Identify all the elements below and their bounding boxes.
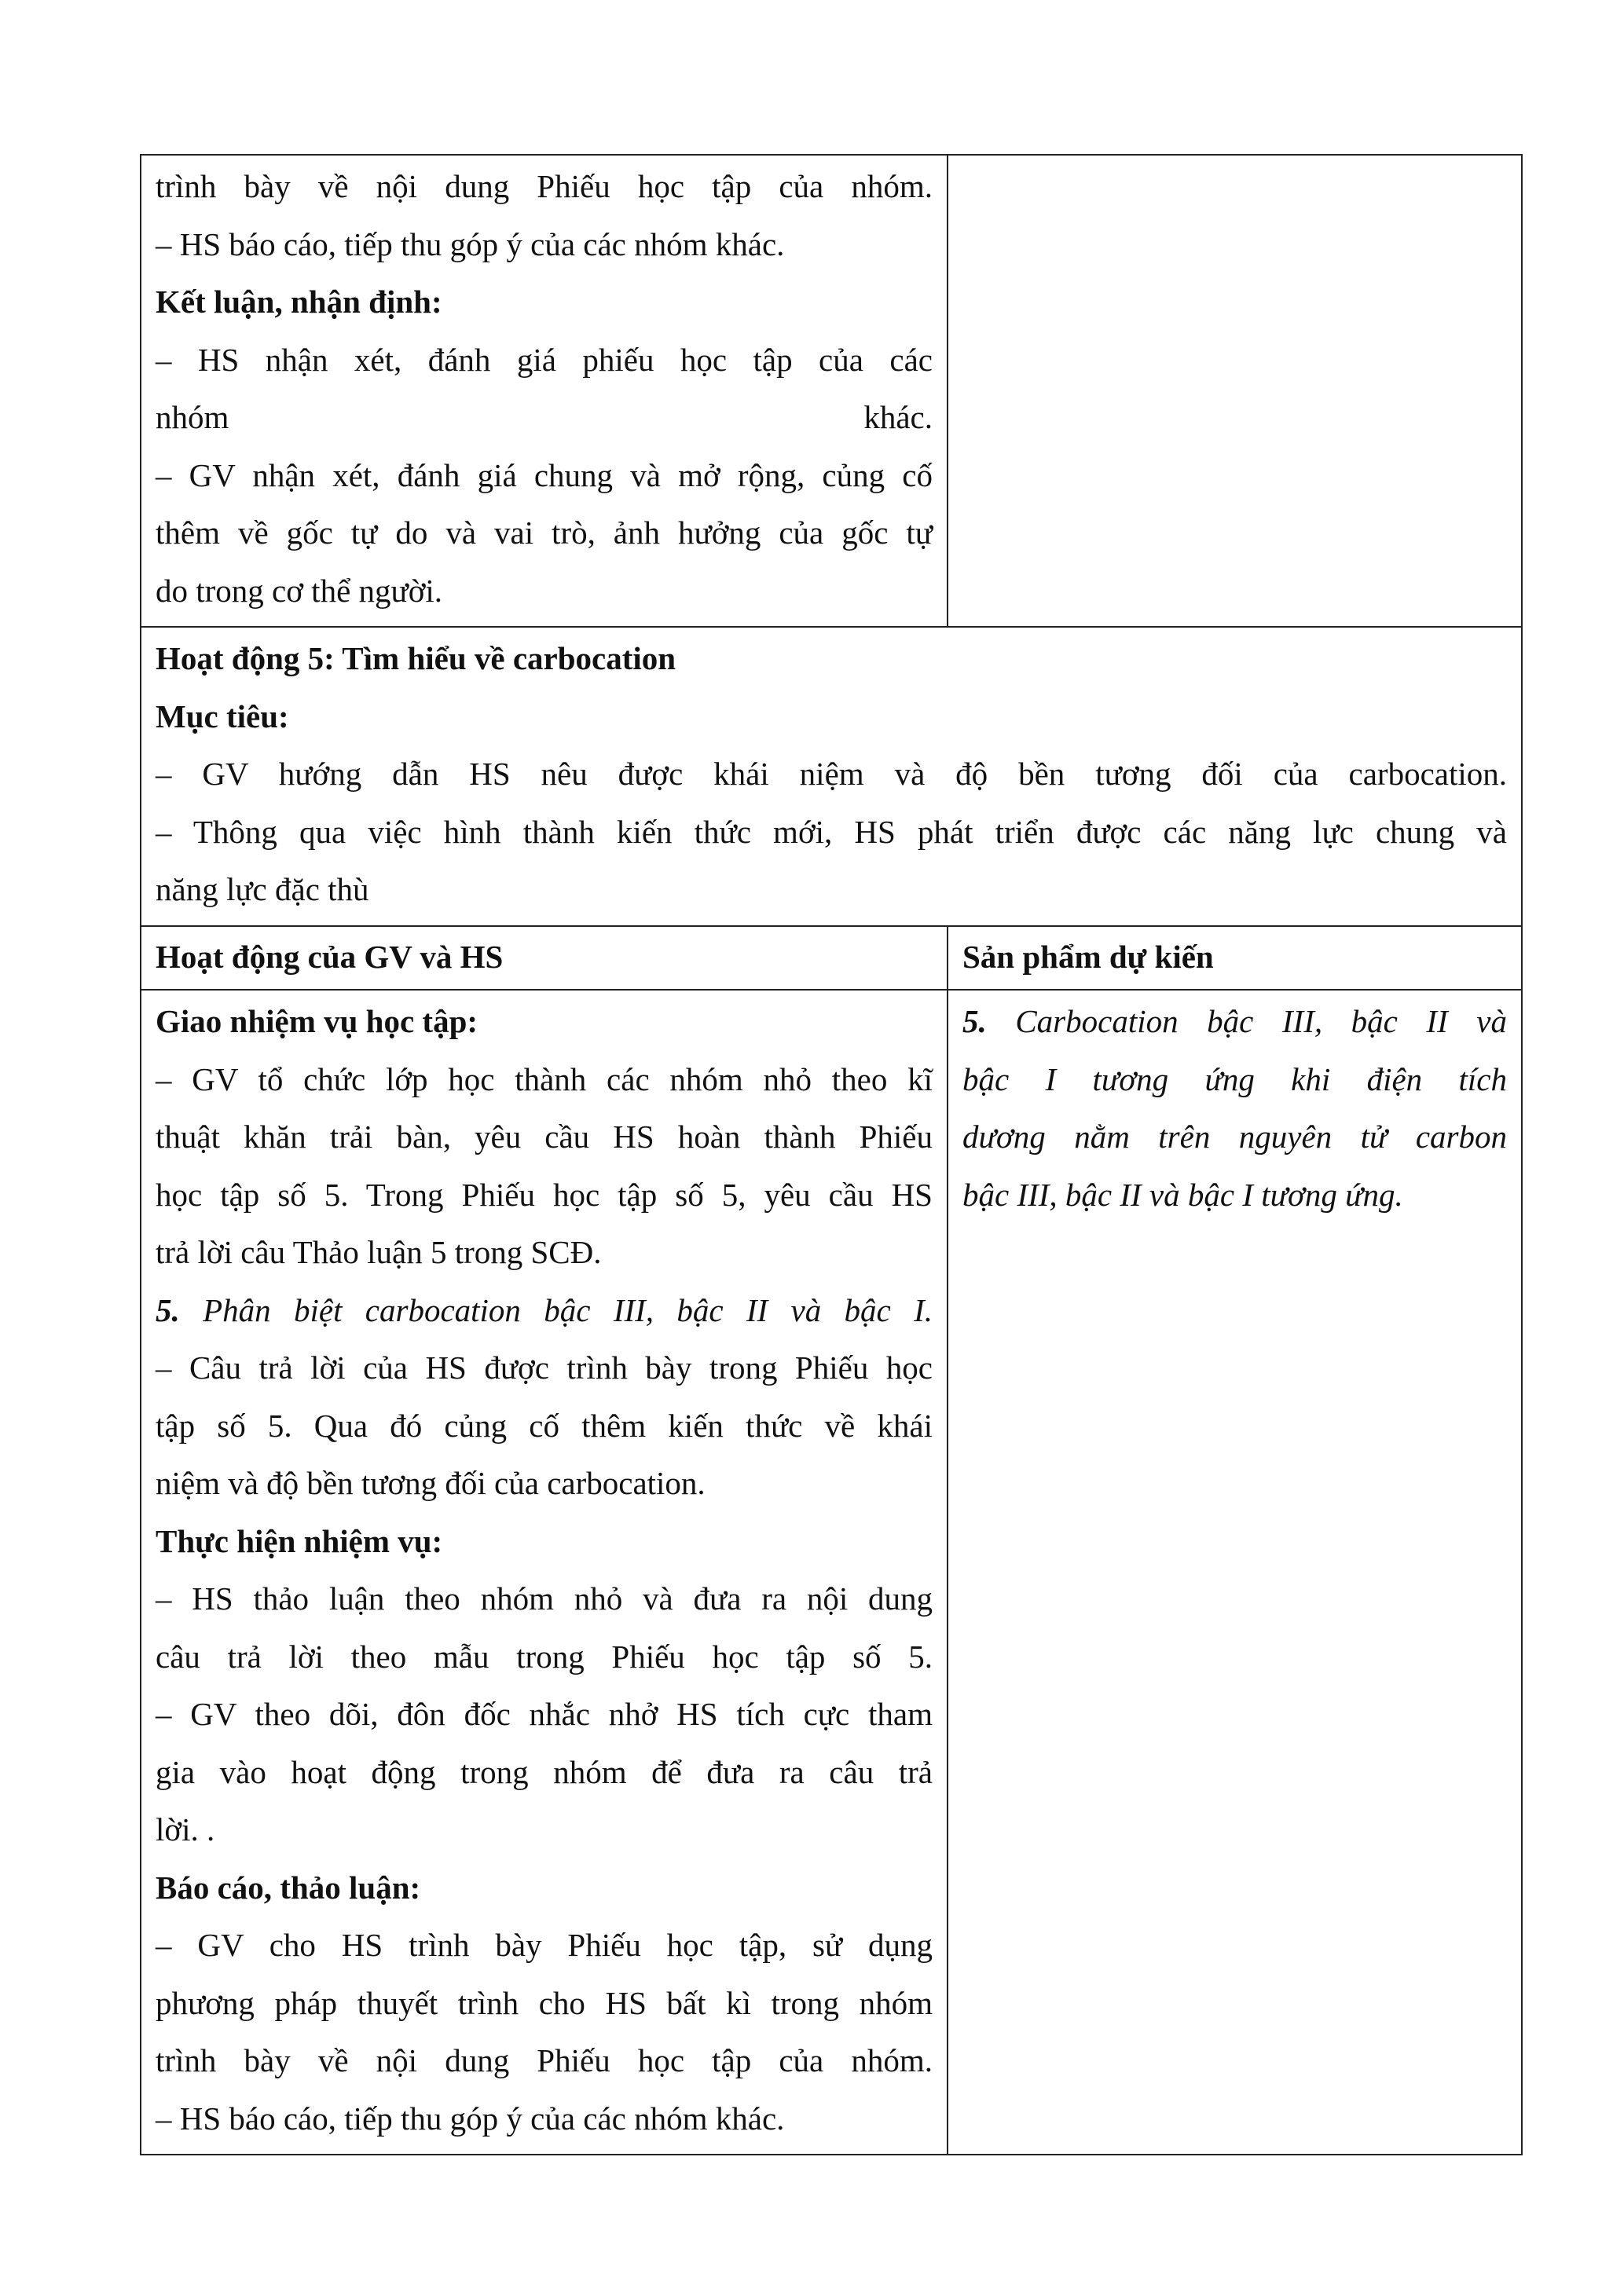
product-number: 5. [962,1003,987,1039]
text-line: – GV tổ chức lớp học thành các nhóm nhỏ theo kĩ [156,1060,933,1097]
text-line: phương pháp thuyết trình cho HS bất kì trong nhóm [156,1984,933,2021]
text-line: học tập số 5. Trong Phiếu học tập số 5, yêu cầu HS [156,1176,933,1213]
text-line: – GV theo dõi, đôn đốc nhắc nhở HS tích cực tham [156,1696,933,1732]
product-line [962,993,1507,1051]
continuation-right-cell [948,155,1522,627]
text-line: – Thông qua việc hình thành kiến thức mới, HS phát triển được các năng lực chung và [156,813,1507,850]
text-line: – GV cho HS trình bày Phiếu học tập, sử dụng [156,1927,933,1963]
product-line: dương nằm trên nguyên tử carbon [962,1119,1507,1155]
text-line: thuật khăn trải bàn, yêu cầu HS hoàn thành Phiếu [156,1119,933,1155]
continuation-left-cell [141,155,948,627]
expected-product-cell [948,990,1522,2155]
header-right-label: Sản phẩm dự kiến [962,938,1214,975]
text-line: – HS nhận xét, đánh giá phiếu học tập của các [156,341,933,378]
text-word: nhóm [156,399,229,435]
activity5-cell [141,627,1522,926]
text-line: trình bày về nội dung Phiếu học tập của nhóm. [156,168,933,204]
question-text: Phân biệt carbocation bậc III, bậc II và bậc I. [203,1291,933,1328]
text-word: khác. [863,399,933,435]
text-line [156,389,933,447]
product-line: bậc I tương ứng khi điện tích [962,1060,1507,1097]
text-line: – GV hướng dẫn HS nêu được khái niệm và độ bền tương đối của carbocation. [156,756,1507,792]
text-line: do trong cơ thể người. [156,572,443,609]
text-line: – Câu trả lời của HS được trình bày trong Phiếu học [156,1349,933,1386]
text-line: năng lực đặc thù [156,871,369,907]
text-line: – HS báo cáo, tiếp thu góp ý của các nhóm khác. [156,225,785,262]
text-line: trình bày về nội dung Phiếu học tập của nhóm. [156,2042,933,2078]
header-left-cell [141,926,948,991]
text-line: – HS báo cáo, tiếp thu góp ý của các nhóm khác. [156,2100,785,2137]
product-line: bậc III, bậc II và bậc I tương ứng. [962,1176,1403,1213]
lesson-plan-table [140,154,1523,2155]
task-heading: Giao nhiệm vụ học tập: [156,1003,478,1039]
conclusion-heading: Kết luận, nhận định: [156,284,442,320]
activities-cell [141,990,948,2155]
activity5-row [141,627,1522,926]
activity5-title: Hoạt động 5: Tìm hiểu về carbocation [156,640,676,676]
do-heading: Thực hiện nhiệm vụ: [156,1522,443,1559]
text-line: trả lời câu Thảo luận 5 trong SCĐ. [156,1234,602,1270]
header-right-cell [948,926,1522,991]
table-header-row [141,926,1522,991]
question-line [156,1282,933,1340]
question-number: 5. [156,1291,180,1328]
text-line: niệm và độ bền tương đối của carbocation. [156,1465,706,1501]
text-line: lời. . [156,1811,215,1847]
product-text: Carbocation bậc III, bậc II và [1015,1003,1507,1039]
text-line: – GV nhận xét, đánh giá chung và mở rộng, củng cố [156,456,933,493]
report-heading: Báo cáo, thảo luận: [156,1869,421,1906]
text-line: thêm về gốc tự do và vai trò, ảnh hưởng của gốc tự [156,514,933,551]
continuation-row [141,155,1522,627]
text-line: tập số 5. Qua đó củng cố thêm kiến thức về khái [156,1407,933,1444]
goal-heading: Mục tiêu: [156,698,289,734]
header-left-label: Hoạt động của GV và HS [156,938,504,975]
text-line: câu trả lời theo mẫu trong Phiếu học tập số 5. [156,1638,933,1675]
text-line: gia vào hoạt động trong nhóm để đưa ra câu trả [156,1753,933,1790]
body-row [141,990,1522,2155]
text-line: – HS thảo luận theo nhóm nhỏ và đưa ra nội dung [156,1580,933,1617]
